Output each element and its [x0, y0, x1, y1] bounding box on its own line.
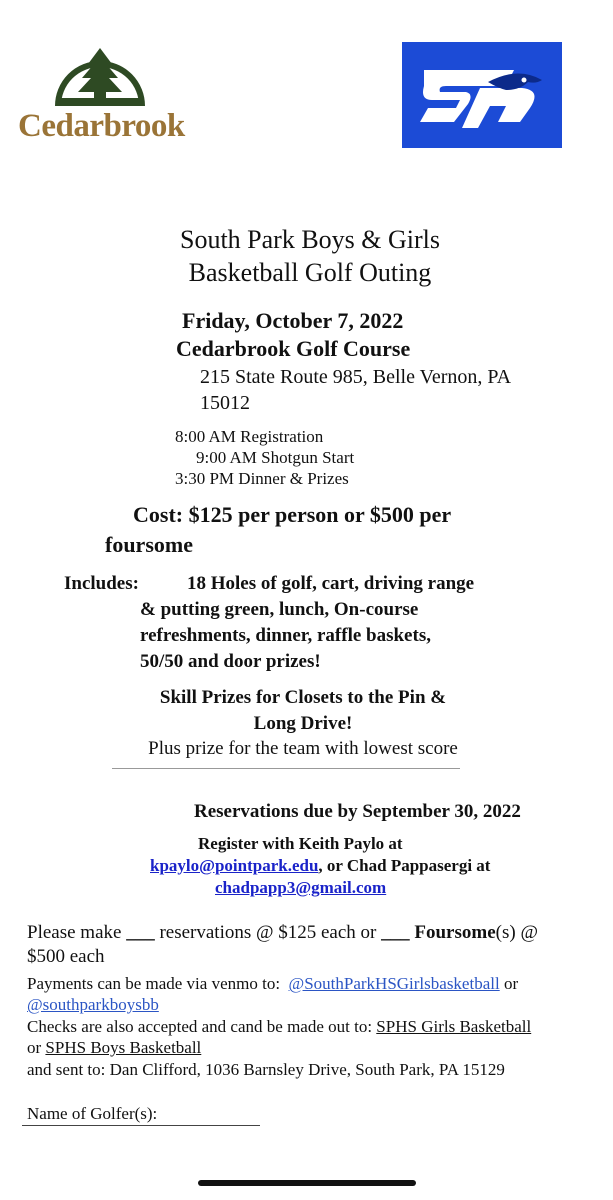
includes-line2: & putting green, lunch, On-course [140, 599, 419, 620]
mailing-address: and sent to: Dan Clifford, 1036 Barnsley Drive, South Park, PA 15129 [27, 1060, 505, 1079]
reservations-price-text: reservations @ $125 each or [159, 922, 377, 943]
event-venue: Cedarbrook Golf Course [176, 336, 411, 361]
foursome-blank[interactable]: ___ [381, 922, 410, 943]
event-address-line1: 215 State Route 985, Belle Vernon, PA [200, 366, 512, 388]
register-mid-text: , or Chad Pappasergi at [318, 856, 491, 875]
foursome-suffix: (s) @ [495, 922, 538, 943]
venmo-boys-link[interactable]: @southparkboysbb [27, 995, 159, 1014]
event-title-line2: Basketball Golf Outing [188, 258, 432, 287]
email-link-kpaylo[interactable]: kpaylo@pointpark.edu [150, 856, 319, 875]
cedarbrook-logo [18, 40, 185, 152]
cedarbrook-wordmark: Cedarbrook [18, 108, 185, 144]
venmo-text: Payments can be made via venmo to: [27, 974, 281, 993]
golfer-name-line[interactable] [22, 1125, 260, 1126]
schedule-dinner: 3:30 PM Dinner & Prizes [175, 469, 349, 488]
please-make-text: Please make [27, 922, 122, 943]
venmo-line2 [27, 995, 159, 1015]
event-address-line2: 15012 [200, 392, 250, 414]
checks-boys-payee: SPHS Boys Basketball [45, 1038, 202, 1057]
skill-prizes-line3: Plus prize for the team with lowest score [148, 738, 458, 759]
foursome-label: Foursome [414, 922, 496, 943]
golfer-name-label: Name of Golfer(s): [27, 1104, 158, 1123]
foursome-price: $500 each [27, 946, 105, 967]
home-indicator[interactable] [198, 1180, 416, 1186]
skill-prizes-line2: Long Drive! [253, 713, 353, 734]
cost-line1: Cost: $125 per person or $500 per [133, 502, 452, 527]
includes-line4: 50/50 and door prizes! [140, 651, 321, 672]
event-date: Friday, October 7, 2022 [182, 308, 404, 333]
divider [112, 768, 460, 769]
includes-line3: refreshments, dinner, raffle baskets, [140, 625, 431, 646]
event-title-line1: South Park Boys & Girls [179, 225, 441, 254]
checks-or: or [27, 1038, 42, 1057]
checks-girls-payee: SPHS Girls Basketball [376, 1017, 532, 1036]
venmo-or: or [503, 974, 519, 993]
reservations-due: Reservations due by September 30, 2022 [194, 801, 521, 822]
venmo-line [27, 974, 518, 994]
schedule-registration: 8:00 AM Registration [175, 427, 324, 446]
register-line3 [215, 878, 386, 898]
skill-prizes-line1: Skill Prizes for Closets to the Pin & [159, 687, 447, 708]
email-link-chadpapp3[interactable]: chadpapp3@gmail.com [215, 878, 387, 897]
checks-line2 [27, 1038, 201, 1058]
reservations-blank[interactable]: ___ [126, 922, 155, 943]
cost-line2: foursome [105, 532, 193, 557]
schedule-shotgun: 9:00 AM Shotgun Start [196, 448, 355, 467]
includes-line1: 18 Holes of golf, cart, driving range [187, 573, 475, 594]
venmo-girls-link[interactable]: @SouthParkHSGirlsbasketball [288, 974, 500, 993]
checks-text: Checks are also accepted and cand be made out to: [27, 1017, 373, 1036]
includes-label: Includes: [64, 573, 139, 594]
checks-line [27, 1017, 531, 1037]
register-line1: Register with Keith Paylo at [198, 834, 403, 853]
reservation-form-line1 [27, 922, 538, 944]
register-line2 [150, 856, 490, 876]
pine-tree-icon [18, 40, 180, 110]
south-park-eagle-logo-icon [402, 42, 562, 148]
